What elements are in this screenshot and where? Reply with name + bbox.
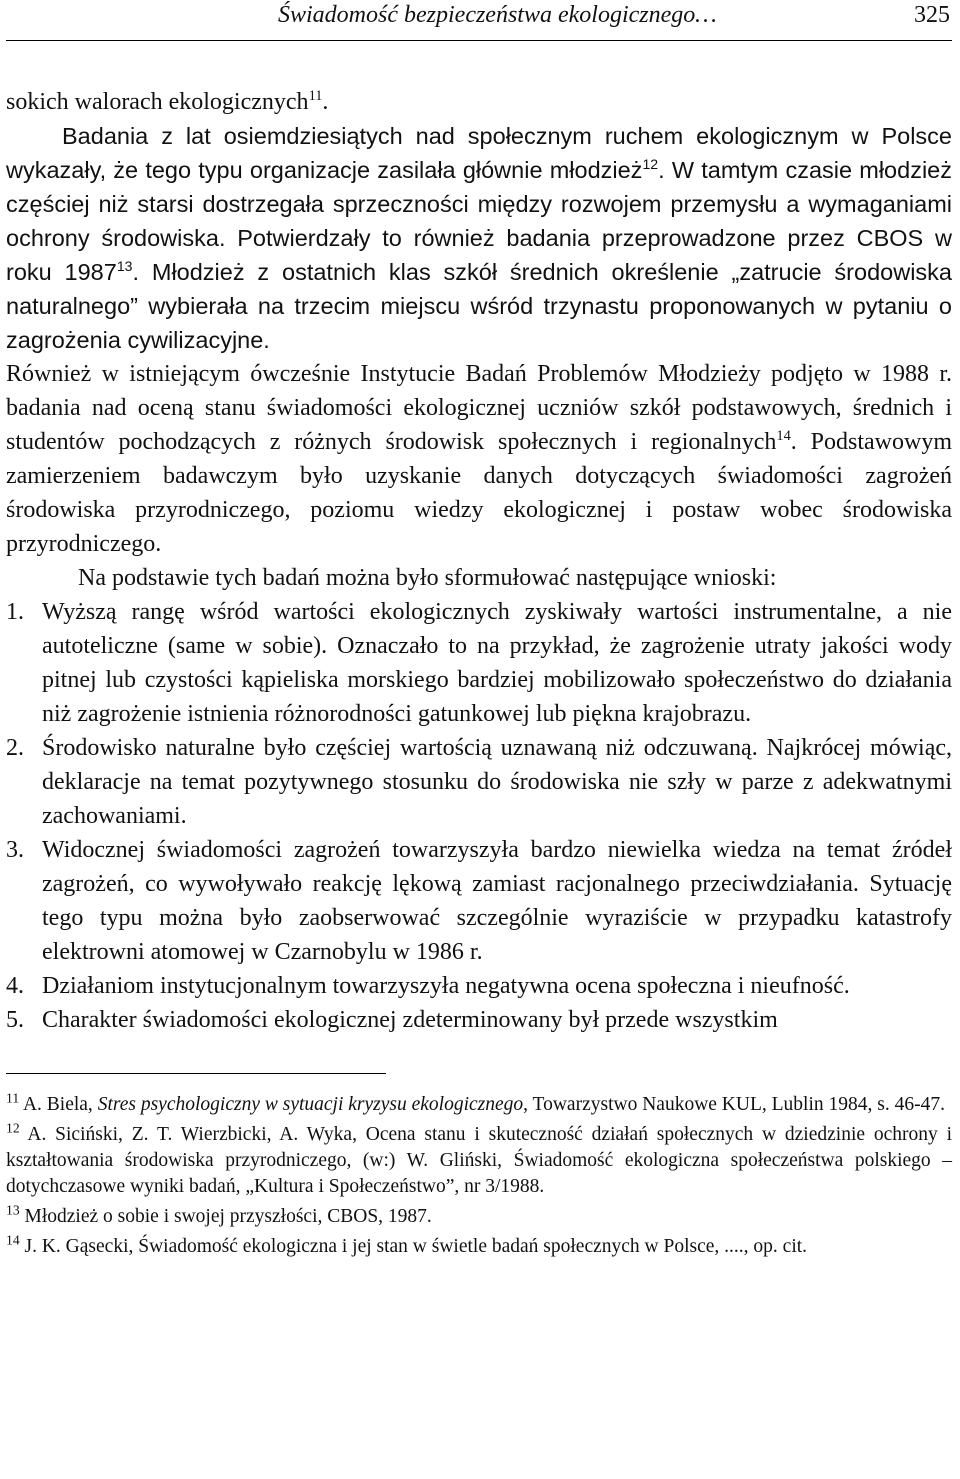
list-item: 1. Wyższą rangę wśród wartości ekologicznych zyskiwały wartości instrumentalne, a nie autoteliczne (same w sobie). Oznaczało to na przykład, że zagrożenie utraty jakości wody pitnej lub czystości kąpieliska morskiego bardziej mobilizowało społeczeństwo do działania niż zagrożenie istnienia różnorodności gatunkowej lub piękna krajobrazu. [6,599,952,727]
footnote-12: $^{12}$ A. Siciński, Z. T. Wierzbicki, A. Wyka, Ocena stanu i skuteczność działań społecznych w dziedzinie ochrony i kształtowania środowiska przyrodniczego, (w:) W. Gliński, Świadomość ekologiczna społeczeństwa polskiego – dotychczasowe wyniki badań, „Kultura i Społeczeństwo”, nr 3/1988. [6,1120,952,1197]
document-page [6,0,952,1264]
running-header [6,0,952,41]
footnote-11: $^{11}$ A. Biela, Stres psychologiczny w sytuacji kryzysu ekologicznego, Towarzystwo Naukowe KUL, Lublin 1984, s. 46-47. [6,1090,945,1115]
page-number: 325 [914,2,950,28]
paragraph-continuation: sokich walorach ekologicznych$^{11}$. [6,88,329,115]
footnote-14: $^{14}$ J. K. Gąsecki, Świadomość ekologiczna i jej stan w świetle badań społecznych w Polsce, ...., op. cit. [6,1232,808,1257]
conclusions-list [6,595,952,1037]
footnote-divider [6,1073,386,1074]
footnote-ref-12[interactable]: 12 [642,156,659,173]
paragraph-2: Również w istniejącym ówcześnie Instytucie Badań Problemów Młodzieży podjęto w 1988 r. badania nad oceną stanu świadomości ekologicznej uczniów szkół podstawowych, średnich i studentów pochodzących z różnych środowisk społecznych i regionalnych$^{14}$. Podstawowym zamierzeniem badawczym było uzyskanie danych dotyczących świadomości zagrożeń środowiska przyrodniczego, poziomu wiedzy ekologicznej i postaw wobec środowiska przyrodniczego. [6,361,952,557]
paragraph-1: Badania z lat osiemdziesiątych nad społecznym ruchem ekologicznym w Polsce wykazały, że tego typu organizacje zasilała głównie młodzież$^{12}$. W tamtym czasie młodzież częściej niż starsi dostrzegała sprzeczności między rozwojem przemysłu a wymaganiami ochrony środowiska. Potwierdzały to również badania przeprowadzone przez CBOS w roku 1987$^{13}$. Młodzież z ostatnich klas szkół średnich określenie „zatrucie środowiska naturalnego” wybierała na trzecim miejscu wśród trzynastu proponowanych w pytaniu o zagrożenia cywilizacyjne. [6,123,952,353]
list-item: 3. Widocznej świadomości zagrożeń towarzyszyła bardzo niewielka wiedza na temat źródeł zagrożeń, co wywoływało reakcję lękową zamiast racjonalnego przeciwdziałania. Sytuację tego typu można było zaobserwować szczególnie wyraziście w przypadku katastrofy elektrowni atomowej w Czarnobylu w 1986 r. [6,837,952,965]
footnote-ref-14[interactable]: 14 [776,428,791,444]
footnote-ref-13[interactable]: 13 [116,258,133,275]
footnote-13: $^{13}$ Młodzież o sobie i swojej przyszłości, CBOS, 1987. [6,1202,432,1227]
list-item: 5. Charakter świadomości ekologicznej zdeterminowany był przede wszystkim [6,1007,778,1033]
body-text [6,85,952,1260]
footnote-ref-11[interactable]: 11 [308,88,323,104]
footnotes [6,1092,952,1260]
conclusions-intro: Na podstawie tych badań można było sformułować następujące wnioski: [78,565,777,591]
list-item: 2. Środowisko naturalne było częściej wartością uznawaną niż odczuwaną. Najkrócej mówiąc, deklaracje na temat pozytywnego stosunku do środowiska nie szły w parze z adekwatnymi zachowaniami. [6,735,952,829]
running-title: Świadomość bezpieczeństwa ekologicznego… [278,2,717,28]
list-item: 4. Działaniom instytucjonalnym towarzyszyła negatywna ocena społeczna i nieufność. [6,973,850,999]
